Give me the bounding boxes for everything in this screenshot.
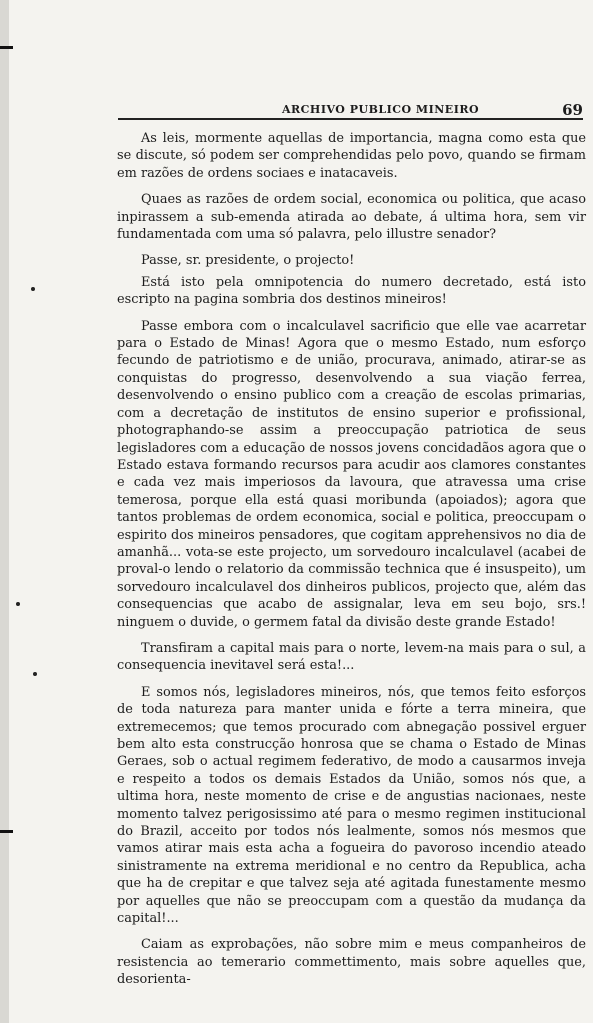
paragraph: Está isto pela omnipotencia do numero decretado, está isto escripto na pagina sombria dos destinos mineiros! — [117, 274, 586, 308]
margin-mark-bottom — [0, 830, 13, 833]
page-header — [118, 103, 583, 125]
paragraph: Passe, sr. presidente, o projecto! — [141, 253, 355, 269]
margin-mark-top — [0, 46, 13, 49]
paragraph: Caiam as exprobações, não sobre mim e meus companheiros de resistencia ao temerario commettimento, mais sobre aquelles que, desorienta- — [117, 937, 586, 988]
running-title: ARCHIVO PUBLICO MINEIRO — [282, 103, 480, 116]
paragraph: Quaes as razões de ordem social, economica ou politica, que acaso inpirassem a sub-emenda atirada ao debate, á ultima hora, sem vir fundamentada com uma só palavra, pelo illustre senador? — [117, 192, 586, 243]
margin-speck — [31, 287, 35, 291]
header-rule — [118, 118, 583, 120]
body-text — [117, 130, 586, 998]
paragraph: Passe embora com o incalculavel sacrificio que elle vae acarretar para o Estado de Minas! Agora que o mesmo Estado, num esforço fecundo de patriotismo e de união, procurava, animado, atirar-se as conquistas do progresso, desenvolvendo a sua viação ferrea, desenvolvendo o ensino publico com a creação de escolas primarias, com a decretação de institutos de ensino superior e profissional, photographando-se assim a preoccupação patriotica de seus legisladores com a educação de nossos jovens concidadãos agora que o Estado estava formando recursos para acudir aos clamores constantes e cada vez mais imperiosos da lavoura, que atravessa uma crise temerosa, porque ella está quasi moribunda (apoiados); agora que tantos problemas de ordem economica, social e politica, preoccupam o espirito dos mineiros pensadores, que cogitam apprehensivos no dia de amanhã... vota-se este projecto, um sorvedouro incalculavel (acabei de proval-o lendo o relatorio da commissão technica que é insuspeito), um sorvedouro incalculavel dos dinheiros publicos, projecto que, além das consequencias que acabo de assignalar, leva em seu bojo, srs.! ninguem o duvide, o germem fatal da divisão deste grande Estado! — [117, 318, 586, 630]
margin-speck — [16, 602, 20, 606]
margin-speck — [33, 672, 37, 676]
page-left-edge — [0, 0, 9, 1023]
paragraph: As leis, mormente aquellas de importancia, magna como esta que se discute, só podem ser comprehendidas pelo povo, quando se firmam em razões de ordens sociaes e inatacaveis. — [117, 131, 586, 181]
paragraph: E somos nós, legisladores mineiros, nós, que temos feito esforços de toda natureza para manter unida e fórte a terra mineira, que extremecemos; que temos procurado com abnegação possivel erguer bem alto esta construcção honrosa que se chama o Estado de Minas Geraes, sob o actual regimem federativo, de modo a causarmos inveja e respeito a todos os demais Estados da União, somos nós que, a ultima hora, neste momento de crise e de angustias nacionaes, neste momento talvez perigosissimo até para o mesmo regimen institucional do Brazil, acceito por todos nós lealmente, somos nós mesmos que vamos atirar mais esta acha a fogueira do pavoroso incendio ateado sinistramente na extrema meridional e no centro da Republica, acha que ha de crepitar e que talvez seja até agitada funestamente mesmo por aquelles que não se preoccupam com a questão da mudança da capital!... — [117, 684, 586, 927]
paragraph: Transfiram a capital mais para o norte, levem-na mais para o sul, a consequencia inevitavel será esta!... — [117, 640, 586, 674]
page-number: 69 — [562, 101, 583, 119]
